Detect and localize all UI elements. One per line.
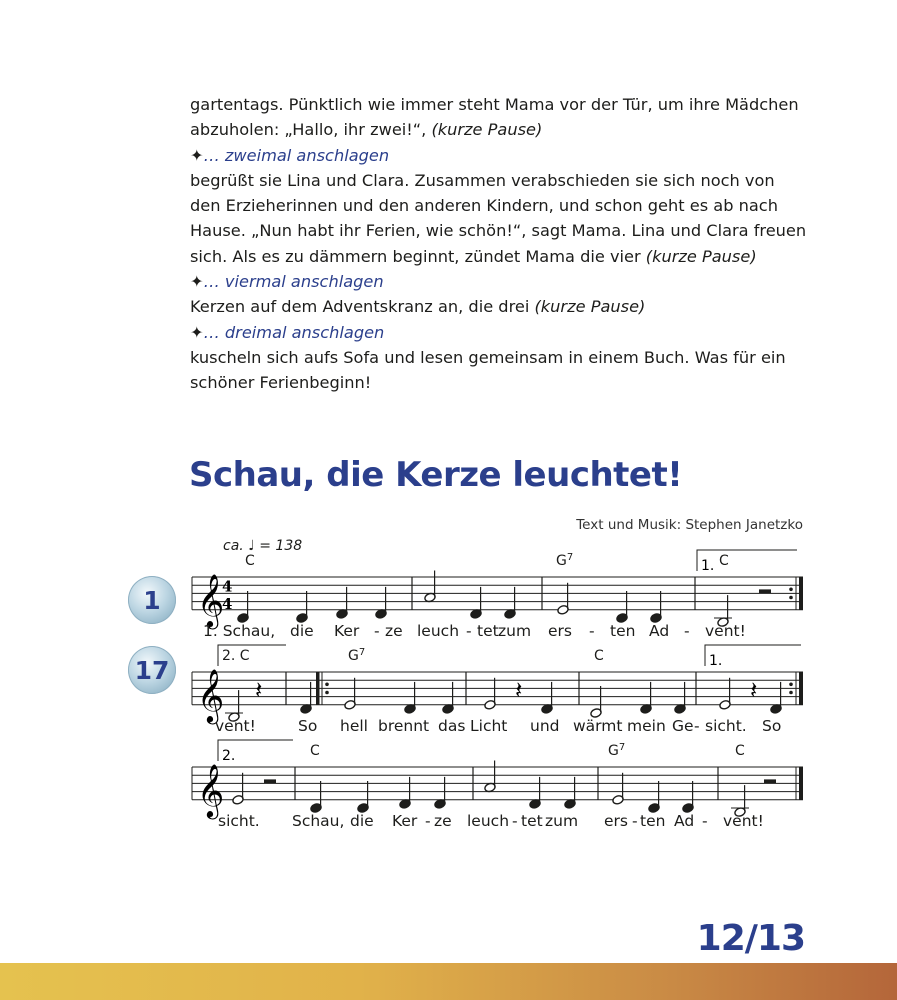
lyric-syllable: ten (610, 621, 636, 640)
lyric-syllable: ten (640, 811, 666, 830)
lyric-syllable: - (425, 811, 431, 830)
lyric-syllable: tet (477, 621, 499, 640)
strike-cue: … dreimal anschlagen (203, 322, 385, 342)
lyric-syllable: - (589, 621, 595, 640)
star-icon: ✦ (190, 322, 204, 342)
half-rest (264, 779, 276, 783)
lyric-syllable: ze (434, 811, 452, 830)
repeat-dot (325, 691, 329, 695)
lyric-syllable: So (298, 716, 318, 735)
lyric-syllable: Ker (392, 811, 418, 830)
lyric-syllable: brennt (378, 716, 430, 735)
decorative-footer-band (0, 963, 897, 1000)
story-text-segment: Kerzen auf dem Adventskranz an, die drei (190, 297, 535, 317)
repeat-dot (789, 683, 793, 687)
lyric-syllable: vent! (215, 716, 256, 735)
chord-symbol: C (719, 553, 729, 569)
repeat-dot (789, 596, 793, 600)
song-title: Schau, die Kerze leuchtet! (189, 455, 683, 495)
story-text-segment: Hause. „Nun habt ihr Ferien, wie schön!“, sagt Mama. Lina und Clara freuen (190, 221, 807, 241)
lyric-syllable: das (438, 716, 466, 735)
chord-symbol: C (310, 743, 320, 759)
strike-cue: … viermal anschlagen (203, 272, 384, 292)
track-number: 17 (134, 655, 170, 685)
quarter-rest: 𝄽 (255, 676, 263, 705)
lyric-syllable: sicht. (218, 811, 260, 830)
lyric-syllable: Ker (334, 621, 360, 640)
lyric-syllable: und (530, 716, 560, 735)
story-text-segment: gartentags. Pünktlich wie immer steht Mama vor der Tür, um ihre Mädchen (190, 95, 799, 114)
chord-seventh: 7 (358, 647, 366, 658)
song-credits: Text und Musik: Stephen Janetzko (576, 517, 803, 533)
chord-symbol: C (735, 743, 745, 759)
lyric-syllable: leuch (467, 811, 510, 830)
lyric-syllable: vent! (723, 811, 764, 830)
lyric-syllable: - (632, 811, 638, 830)
quarter-note-icon: ♩ (248, 538, 255, 554)
tempo-value: = 138 (259, 538, 303, 554)
lyric-syllable: zum (498, 621, 532, 640)
treble-clef-icon: 𝄞 (197, 572, 225, 627)
repeat-dot (789, 691, 793, 695)
chord-symbol: 2. C (222, 648, 250, 664)
time-signature-bottom: 4 (222, 594, 233, 613)
page-number: 12/13 (696, 918, 805, 959)
half-rest (764, 779, 776, 783)
pause-note: (kurze Pause) (645, 246, 757, 266)
lyric-syllable: - (466, 621, 472, 640)
lyric-syllable: - (684, 621, 690, 640)
lyric-syllable: ers (604, 811, 628, 830)
lyric-syllable: ers (548, 621, 572, 640)
volta-number: 2. (222, 748, 236, 764)
repeat-start-thick (316, 672, 320, 705)
repeat-dot (325, 683, 329, 687)
tempo-prefix: ca. (223, 538, 244, 554)
lyric-syllable: zum (545, 811, 579, 830)
story-text-segment: begrüßt sie Lina und Clara. Zusammen verabschieden sie sich noch von (190, 170, 775, 190)
volta-number: 1. (709, 653, 723, 669)
lyric-syllable: wärmt (573, 716, 623, 735)
chord-symbol: C (245, 553, 255, 569)
lyric-syllable: - (694, 716, 700, 735)
lyric-syllable: ze (385, 621, 403, 640)
chord-symbol: $G^7$ (348, 647, 366, 664)
story-text-segment: abzuholen: „Hallo, ihr zwei!“, (190, 120, 432, 140)
time-signature-top: 4 (222, 577, 233, 596)
story-text-segment: schöner Ferienbeginn! (190, 373, 372, 393)
lyric-syllable: Licht (470, 716, 508, 735)
chord-symbol: C (594, 648, 604, 664)
strike-cue: … zweimal anschlagen (203, 145, 390, 165)
story-text-segment: kuscheln sich aufs Sofa und lesen gemeinsam in einem Buch. Was für ein (190, 347, 786, 367)
chord-symbol: $G^7$ (608, 742, 626, 759)
lyric-syllable: Ad (649, 621, 670, 640)
quarter-rest: 𝄽 (515, 676, 523, 705)
lyric-syllable: Ge (672, 716, 694, 735)
story-text-segment: sich. Als es zu dämmern beginnt, zündet Mama die vier (190, 246, 646, 266)
lyric-syllable: vent! (705, 621, 746, 640)
pause-note: (kurze Pause) (431, 120, 543, 140)
lyric-syllable: So (762, 716, 782, 735)
treble-clef-icon: 𝄞 (197, 762, 225, 817)
final-bar-thick (799, 767, 803, 800)
pause-note: (kurze Pause) (534, 297, 646, 317)
lyric-syllable: sicht. (705, 716, 747, 735)
lyric-syllable: Ad (674, 811, 695, 830)
track-number: 1 (143, 585, 161, 615)
lyric-syllable: - (512, 811, 518, 830)
lyric-syllable: hell (340, 716, 368, 735)
lyric-syllable: die (350, 811, 374, 830)
repeat-end-thick (799, 577, 803, 610)
lyric-syllable: tet (521, 811, 543, 830)
volta-number: 1. (701, 558, 715, 574)
lyric-syllable: mein (627, 716, 666, 735)
story-text-segment: den Erzieherinnen und den anderen Kindern, und schon geht es ab nach (190, 196, 778, 216)
quarter-rest: 𝄽 (750, 676, 758, 705)
lyric-syllable: 1. Schau, (203, 621, 276, 640)
chord-seventh: 7 (566, 552, 574, 563)
treble-clef-icon: 𝄞 (197, 667, 225, 722)
chord-seventh: 7 (618, 742, 626, 753)
star-icon: ✦ (190, 272, 204, 292)
lyric-syllable: - (374, 621, 380, 640)
lyric-syllable: - (702, 811, 708, 830)
star-icon: ✦ (190, 145, 204, 165)
lyric-syllable: die (290, 621, 314, 640)
repeat-dot (789, 588, 793, 592)
half-rest (759, 589, 771, 593)
lyric-syllable: leuch (417, 621, 460, 640)
lyric-syllable: Schau, (292, 811, 345, 830)
chord-symbol: $G^7$ (556, 552, 574, 569)
repeat-end-thick (799, 672, 803, 705)
